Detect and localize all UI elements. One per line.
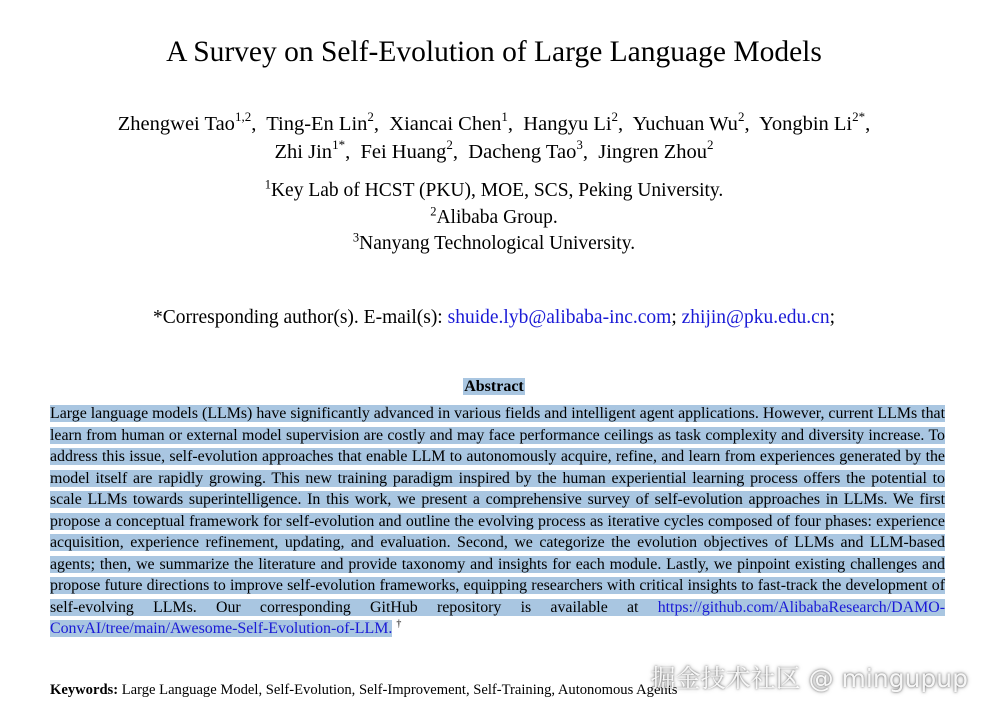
affiliation-3: $^3$Nanyang Technological University. — [352, 230, 636, 254]
keywords-text: Large Language Model, Self-Evolution, Self-Improvement, Self-Training, Autonomous Agents — [118, 682, 678, 698]
email-link-pku[interactable]: zhijin@pku.edu.cn — [681, 307, 830, 328]
author-6: Zhi Jin$^{1*}$, — [274, 137, 351, 163]
affiliation-2: $^2$Alibaba Group. — [430, 204, 558, 228]
paper-title: A Survey on Self-Evolution of Large Language Models — [166, 36, 822, 68]
watermark: 掘金技术社区 @ mingupup — [650, 664, 968, 693]
affiliations — [0, 178, 988, 258]
github-repo-link[interactable]: https://github.com/AlibabaResearch/DAMO-ConvAI/tree/main/Awesome-Self-Evolution-of-LLM. — [50, 598, 945, 638]
author-5: Yongbin $Li^{2*}$, — [759, 109, 871, 135]
abstract-selected-text — [50, 405, 945, 637]
author-1: Ting-En Lin$^2$, — [266, 109, 380, 135]
email-separator: ; — [671, 307, 682, 328]
author-4: Yuchuan Wu$^2$, — [632, 109, 750, 135]
email-link-alibaba[interactable]: shuide.lyb@alibaba-inc.com — [447, 307, 672, 328]
affiliation-1: $^1$Key Lab of HCST (PKU), MOE, SCS, Peking University. — [264, 177, 724, 201]
keywords-label: Keywords: — [50, 682, 119, 698]
author-3: Hangyu Li$^2$, — [523, 109, 624, 135]
author-list — [30, 110, 958, 166]
author-7: Fei Huang$^2$, — [360, 137, 459, 163]
corresponding-author-line — [0, 305, 988, 331]
author-0: Zhengwei Tao$^{1,2}$, — [117, 109, 257, 135]
footnote-mark: † — [396, 619, 402, 631]
corresponding-suffix: ; — [829, 307, 835, 328]
author-9: Jingren Zhou$^2$ — [598, 137, 714, 163]
abstract-text: Large language models (LLMs) have significantly advanced in various fields and intelligent agent applications. However, current LLMs that learn from human or external model supervision are costly and may face performance ceilings as task complexity and diversity increase. To address this issue, self-evolution approaches that enable LLM to autonomously acquire, refine, and learn from experiences generated by the model itself are rapidly growing. This new training paradigm inspired by the human experiential learning process offers the potential to scale LLMs towards superintelligence. In this work, we present a comprehensive survey of self-evolution approaches in LLMs. We first propose a conceptual framework for self-evolution and outline the evolving process as iterative cycles composed of four phases: experience acquisition, experience refinement, updating, and evaluation. Second, we categorize the evolution objectives of LLMs and LLM-based agents; then, we summarize the literature and provide taxonomy and insights for each module. Lastly, we pinpoint existing challenges and propose future directions to improve self-evolution frameworks, equipping researchers with critical insights to fast-track the development of self-evolving LLMs. Our corresponding GitHub repository is available at — [50, 405, 945, 616]
author-8: Dacheng Tao$^3$, — [468, 137, 588, 163]
author-2: Xiancai Chen$^1$, — [389, 109, 514, 135]
corresponding-prefix: *Corresponding author(s). E-mail(s): — [153, 307, 448, 328]
abstract-heading: Abstract — [464, 378, 524, 395]
abstract-body — [50, 403, 945, 640]
